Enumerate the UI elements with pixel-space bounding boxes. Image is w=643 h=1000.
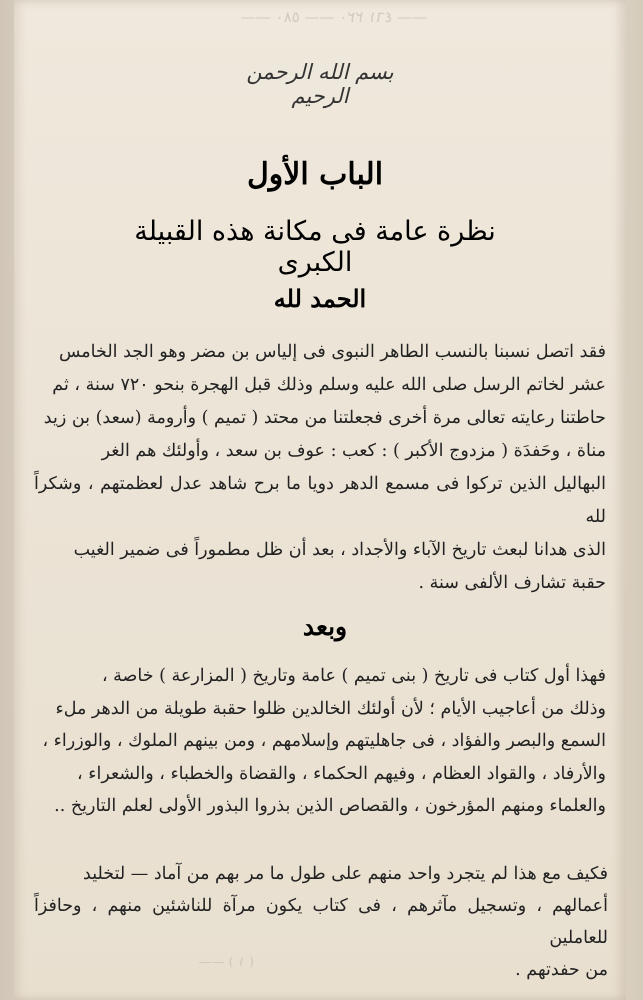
text-line: أعمالهم ، وتسجيل مآثرهم ، فى كتاب يكون مرآة للناشئين منهم ، وحافزاً للعاملين <box>34 896 608 948</box>
text-line: حاطتنا رعايته تعالى مرة أخرى فجعلتنا من محتد ( تميم ) وأرومة (سعد) بن زيد <box>43 408 606 428</box>
chapter-subtitle: نظرة عامة فى مكانة هذه القبيلة الكبرى <box>134 216 496 278</box>
text-line: وذلك من أعاجيب الأيام ؛ لأن أولئك الخالدين ظلوا حقبة طويلة من الدهر ملء <box>55 698 606 719</box>
paragraph-1 <box>34 336 606 600</box>
text-line: فهذا أول كتاب فى تاريخ ( بنى تميم ) عامة وتاريخ ( المزارعة ) خاصة ، <box>101 666 606 686</box>
text-line: الذى هدانا لبعث تاريخ الآباء والأجداد ، بعد أن ظل مطموراً فى ضمير الغيب <box>73 540 606 560</box>
chapter-title: الباب الأول <box>246 157 384 192</box>
basmala: بسم الله الرحمن الرحيم <box>246 60 394 108</box>
text-line: من حفدتهم . <box>515 960 608 980</box>
section-heading: وبعد <box>302 612 348 641</box>
text-line: حقبة تشارف الألفى سنة . <box>418 573 606 593</box>
text-line: والأرفاد ، والقواد العظام ، وفيهم الحكماء ، والقضاة والخطباء ، والشعراء ، <box>77 763 606 784</box>
text-line: السمع والبصر والفؤاد ، فى جاهليتهم وإسلامهم ، ومن بينهم الملوك ، والوزراء ، <box>42 731 606 751</box>
text-line: مناة ، وحَفدَة ( مزدوج الأكبر ) : كعب : عوف بن سعد ، وأولئك هم الغر <box>101 441 606 461</box>
bleed-through-text: —— ٥٨٠ —— ٢٢٠ ٤٦١ —— <box>240 8 428 26</box>
paragraph-2 <box>34 660 606 823</box>
text-line: والعلماء ومنهم المؤرخون ، والقصاص الذين بذروا البذور الأولى لعلم التاريخ .. <box>54 796 606 816</box>
paragraph-3 <box>34 858 608 986</box>
section-heading: الحمد لله <box>273 284 367 313</box>
text-line: فكيف مع هذا لم يتجرد واحد منهم على طول ما مر بهم من آماد — لتخليد <box>83 864 608 884</box>
bleed-through-text: ( ١ ) —— <box>198 955 254 970</box>
text-line: البهاليل الذين تركوا فى مسمع الدهر دويا ما برح شاهد عدل لعظمتهم ، وشكراً لله <box>34 474 606 527</box>
text-line: عشر لخاتم الرسل صلى الله عليه وسلم وذلك قبل الهجرة بنحو ٧٢٠ سنة ، ثم <box>52 375 606 395</box>
text-line: فقد اتصل نسبنا بالنسب الطاهر النبوى فى إلياس بن مضر وهو الجد الخامس <box>59 342 606 362</box>
